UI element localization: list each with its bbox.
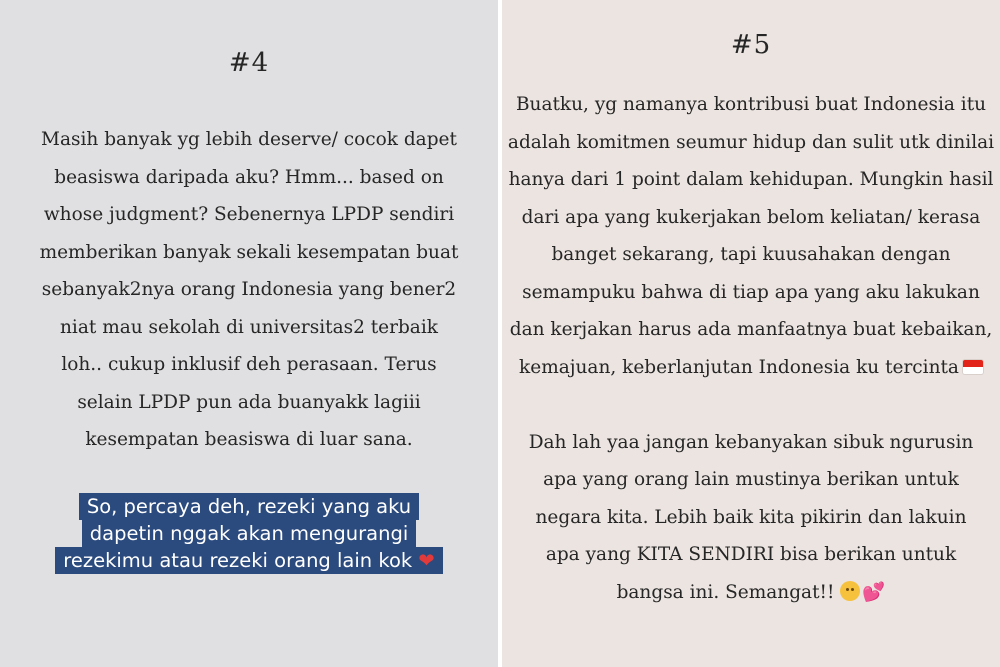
body-line: selain LPDP pun ada buanyakk lagiii: [77, 391, 421, 413]
body-line: apa yang orang lain mustinya berikan untuk: [543, 469, 959, 490]
body-line: Buatku, yg namanya kontribusi buat Indonesia itu: [515, 94, 987, 115]
body-line: kesempatan beasiswa di luar sana.: [85, 429, 413, 450]
slide-4: [0, 0, 498, 667]
hugging-face-icon: [840, 581, 860, 601]
highlight-line-text: rezekimu atau rezeki orang lain kok: [63, 549, 413, 572]
body-line: semampuku bahwa di tiap apa yang aku lakukan: [522, 281, 980, 303]
highlight-line-last: [55, 547, 442, 574]
body-line: banget sekarang, tapi kuusahakan dengan: [551, 244, 951, 265]
body-line: sebanyak2nya orang Indonesia yang bener2: [41, 279, 457, 300]
indonesia-flag-icon: [963, 360, 983, 374]
slide-5-body: [502, 86, 1000, 611]
red-heart-icon: ❤: [418, 549, 435, 572]
slide-number: #5: [730, 30, 772, 60]
highlighted-quote: [0, 493, 498, 574]
body-line: Masih banyak yg lebih deserve/ cocok dapet: [41, 129, 457, 150]
body-line: kemajuan, keberlanjutan Indonesia ku tercinta: [519, 356, 959, 378]
body-line: apa yang KITA SENDIRI bisa berikan untuk: [545, 544, 957, 565]
body-line: negara kita. Lebih baik kita pikirin dan lakuin: [535, 506, 967, 528]
two-hearts-icon: 💕: [862, 581, 886, 603]
body-line: bangsa ini. Semangat!!: [616, 581, 835, 603]
body-line: dari apa yang kukerjakan belom keliatan/ kerasa: [521, 206, 981, 228]
body-line: memberikan banyak sekali kesempatan buat: [39, 241, 459, 263]
slide-4-body: [0, 121, 498, 459]
body-line: whose judgment? Sebenernya LPDP sendiri: [43, 204, 455, 225]
slide-5: [502, 0, 1000, 667]
body-line: adalah komitmen seumur hidup dan sulit utk dinilai: [507, 131, 995, 153]
body-line: niat mau sekolah di universitas2 terbaik: [60, 316, 438, 338]
body-line: Dah lah yaa jangan kebanyakan sibuk ngurusin: [528, 431, 974, 453]
body-line: hanya dari 1 point dalam kehidupan. Mungkin hasil: [508, 169, 994, 190]
body-line: loh.. cukup inklusif deh perasaan. Terus: [61, 354, 437, 375]
body-line: dan kerjakan harus ada manfaatnya buat kebaikan,: [509, 319, 993, 340]
highlight-line: So, percaya deh, rezeki yang aku: [79, 493, 419, 520]
slide-number: #4: [228, 48, 270, 78]
highlight-line: dapetin nggak akan mengurangi: [82, 520, 417, 547]
body-line: beasiswa daripada aku? Hmm... based on: [54, 166, 444, 188]
